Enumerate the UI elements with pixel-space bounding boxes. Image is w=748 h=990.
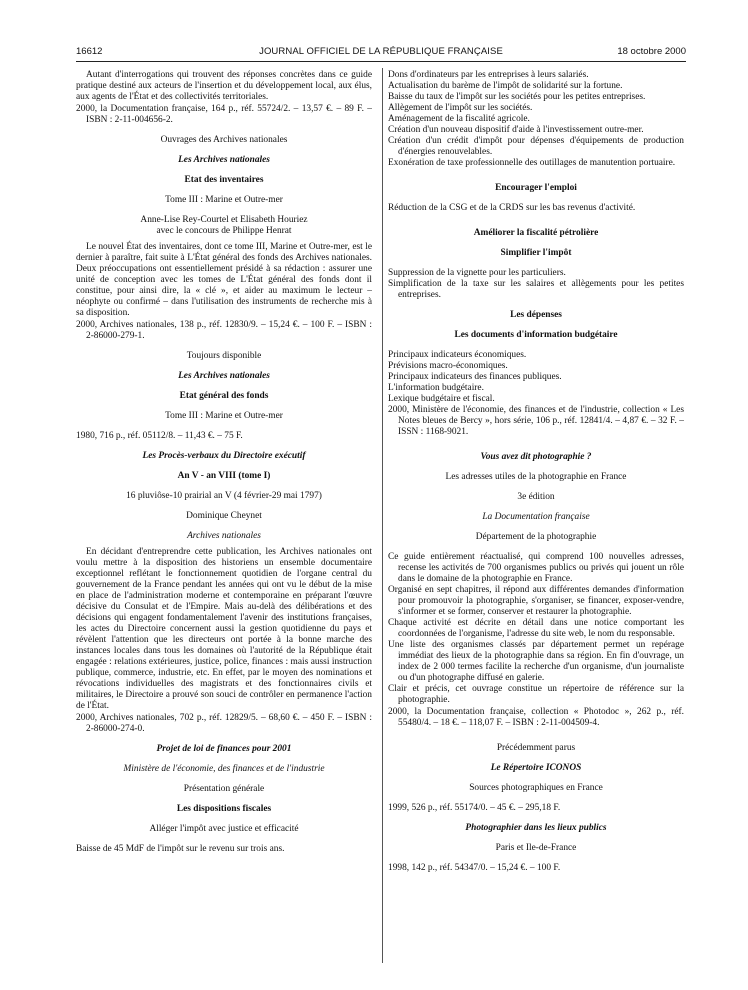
list-item: Création d'un nouveau dispositif d'aide à l'investissement outre-mer. [388,125,644,135]
reference-line: 1998, 142 p., réf. 54347/0. – 15,24 €. – 100 F. [388,863,561,873]
book-subtitle: Paris et Ile-de-France [495,843,577,853]
list-item: Lexique budgétaire et fiscal. [388,394,495,404]
column-divider [382,68,383,963]
reference-line: 2000, la Documentation française, 164 p., réf. 55724/2. – 13,57 €. – 89 F. – ISBN : 2-11-004656-2. [76,104,372,125]
volume-title: Tome III : Marine et Outre-mer [165,195,283,205]
description-paragraph: Le nouvel État des inventaires, dont ce tome III, Marine et Outre-mer, est le dernier à paraître, fait suite à L'État général des fonds des Archives nationales. Deux préoccupations ont essentiellement présidé à sa rédaction : assurer une unité de conception avec les tomes de L'État général des fonds dont il constitue, pour ainsi dire, la « clé », et aider au maximum le lecteur – néophyte ou confirmé – dans l'utilisation des instruments de recherche mis à sa disposition. [76,242,372,318]
subsection-title: Simplifier l'impôt [500,248,572,258]
journal-title: JOURNAL OFFICIEL DE LA RÉPUBLIQUE FRANÇAISE [259,46,503,57]
reference-line: 2000, la Documentation française, collection « Photodoc », 262 p., réf. 55480/4. – 18 €. – 118,07 F. – ISBN : 2-11-004509-4. [388,707,684,728]
list-item: Principaux indicateurs économiques. [388,350,527,360]
right-column [388,70,684,874]
description-paragraph: Organisé en sept chapitres, il répond aux différentes demandes d'information pour promouvoir la photographie, s'organiser, se financer, exposer-vendre, s'informer et se former, conserver et restaurer la photographie. [388,585,684,617]
book-title: Etat des inventaires [184,175,264,185]
edition-label: 3e édition [517,492,555,502]
book-title: Photographier dans les lieux publics [465,823,607,833]
list-item: Aménagement de la fiscalité agricole. [388,114,530,124]
list-item: Actualisation du barème de l'impôt de solidarité sur la fortune. [388,81,623,91]
list-item: Exonération de taxe professionnelle des outillages de manutention portuaire. [388,158,676,168]
header-rule [76,61,686,62]
book-title: Projet de loi de finances pour 2001 [156,744,292,754]
reference-line: 2000, Archives nationales, 138 p., réf. 12830/9. – 15,24 €. – 100 F. – ISBN : 2-86000-279-1. [76,320,372,341]
reference-line: 1980, 716 p., réf. 05112/8. – 11,43 €. – 75 F. [76,431,243,441]
date-range: 16 pluviôse-10 prairial an V (4 février-29 mai 1797) [126,491,322,501]
subsection-title: Encourager l'emploi [495,183,577,193]
volume-title: An V - an VIII (tome I) [177,471,271,481]
publisher-name: Archives nationales [187,531,261,541]
subsection-title: Améliorer la fiscalité pétrolière [473,228,599,238]
section-title: Ouvrages des Archives nationales [160,135,288,145]
subsection-title: Les documents d'information budgétaire [454,330,618,340]
department-name: Département de la photographie [475,532,597,542]
section-title: Précédemment parus [496,743,576,753]
authors-line: avec le concours de Philippe Henrat [156,226,292,236]
description-paragraph: Ce guide entièrement réactualisé, qui comprend 100 nouvelles adresses, recense les activités de 700 organismes publics ou privés qui jouent un rôle dans le domaine de la photographie en France. [388,552,684,584]
subsection-title: Alléger l'impôt avec justice et efficacité [149,824,299,834]
section-title: Présentation générale [183,784,265,794]
list-item: Création d'un crédit d'impôt pour dépenses d'équipements de production d'énergies renouvelables. [388,136,684,157]
section-title: Les dispositions fiscales [176,804,272,814]
book-title: Les Procès-verbaux du Directoire exécutif [142,451,306,461]
reference-line: 1999, 526 p., réf. 55174/0. – 45 €. – 295,18 F. [388,803,561,813]
intro-paragraph: Autant d'interrogations qui trouvent des réponses concrètes dans ce guide pratique destiné aux acteurs de l'insertion et du développement local, aux élus, aux agents de l'État et des collectivités territoriales. [76,70,372,102]
book-subtitle: Sources photographiques en France [469,783,603,793]
book-subtitle: Les adresses utiles de la photographie en France [445,472,627,482]
reference-line: 2000, Ministère de l'économie, des finances et de l'industrie, collection « Les Notes bleues de Bercy », hors série, 106 p., réf. 12841/4. – 4,87 €. – 32 F. – ISSN : 1168-9021. [388,405,684,437]
authors-line: Anne-Lise Rey-Courtel et Elisabeth Houriez [140,215,308,225]
page-number: 16612 [76,46,103,57]
book-title: Etat général des fonds [179,391,269,401]
book-title: Vous avez dit photographie ? [480,452,592,462]
publisher-name: Les Archives nationales [178,371,270,381]
list-item: Réduction de la CSG et de la CRDS sur les bas revenus d'activité. [388,203,636,213]
volume-title: Tome III : Marine et Outre-mer [165,411,283,421]
issue-date: 18 octobre 2000 [617,46,686,57]
description-paragraph: En décidant d'entreprendre cette publication, les Archives nationales ont voulu mettre à la disposition des historiens un ensemble documentaire exceptionnel reflétant le fonctionnement quotidien de l'organe central du gouvernement de la France pendant les années qui ont vu le début de la mise en place de l'administration moderne et contemporaine en préparant l'œuvre décisive du Consulat et de l'Empire. Mais au-delà des délibérations et des décisions qui engagent fondamentalement l'avenir des institutions françaises, les actes du Directoire concernent aussi la gestion quotidienne du pays et révèlent l'attention que les directeurs ont portée à la bonne marche des instances locales dans tous les domaines où l'autorité de la République était engagée : relations extérieures, justice, police, finances : mais aussi instruction publique, commerce, industrie, etc. En effet, par le moyen des nominations et révocations individuelles des magistrats et des fonctionnaires civils et militaires, le Directoire a prouvé son souci de contrôler en permanence l'action de l'État. [76,547,372,711]
list-item: Simplification de la taxe sur les salaires et allègements pour les petites entreprises. [388,279,684,300]
description-paragraph: Chaque activité est décrite en détail dans une notice comportant les coordonnées de l'organisme, l'adresse du site web, le nom du responsable. [388,618,684,639]
book-title: Le Répertoire ICONOS [490,763,582,773]
section-title: Les dépenses [510,310,562,320]
list-item: L'information budgétaire. [388,383,484,393]
section-title: Toujours disponible [186,351,262,361]
list-item: Baisse de 45 MdF de l'impôt sur le revenu sur trois ans. [76,844,285,854]
reference-line: 2000, Archives nationales, 702 p., réf. 12829/5. – 68,60 €. – 450 F. – ISBN : 2-86000-274-0. [76,713,372,734]
list-item: Allègement de l'impôt sur les sociétés. [388,103,533,113]
author-name: Dominique Cheynet [186,511,262,521]
left-column [76,70,372,855]
description-paragraph: Clair et précis, cet ouvrage constitue un répertoire de référence sur la photographie. [388,684,684,705]
list-item: Baisse du taux de l'impôt sur les sociétés pour les petites entreprises. [388,92,646,102]
publisher-name: Ministère de l'économie, des finances et de l'industrie [123,764,325,774]
list-item: Principaux indicateurs des finances publiques. [388,372,562,382]
publisher-name: La Documentation française [482,512,590,522]
list-item: Dons d'ordinateurs par les entreprises à leurs salariés. [388,70,589,80]
list-item: Prévisions macro-économiques. [388,361,508,371]
publisher-name: Les Archives nationales [178,155,270,165]
description-paragraph: Une liste des organismes classés par département permet un repérage immédiat des lieux de la photographie dans sa région. En fin d'ouvrage, un index de 2 000 termes facilite la recherche d'un organisme, d'un journaliste ou d'un photographe diffusé en galerie. [388,640,684,683]
page-header [76,46,686,60]
list-item: Suppression de la vignette pour les particuliers. [388,268,566,278]
